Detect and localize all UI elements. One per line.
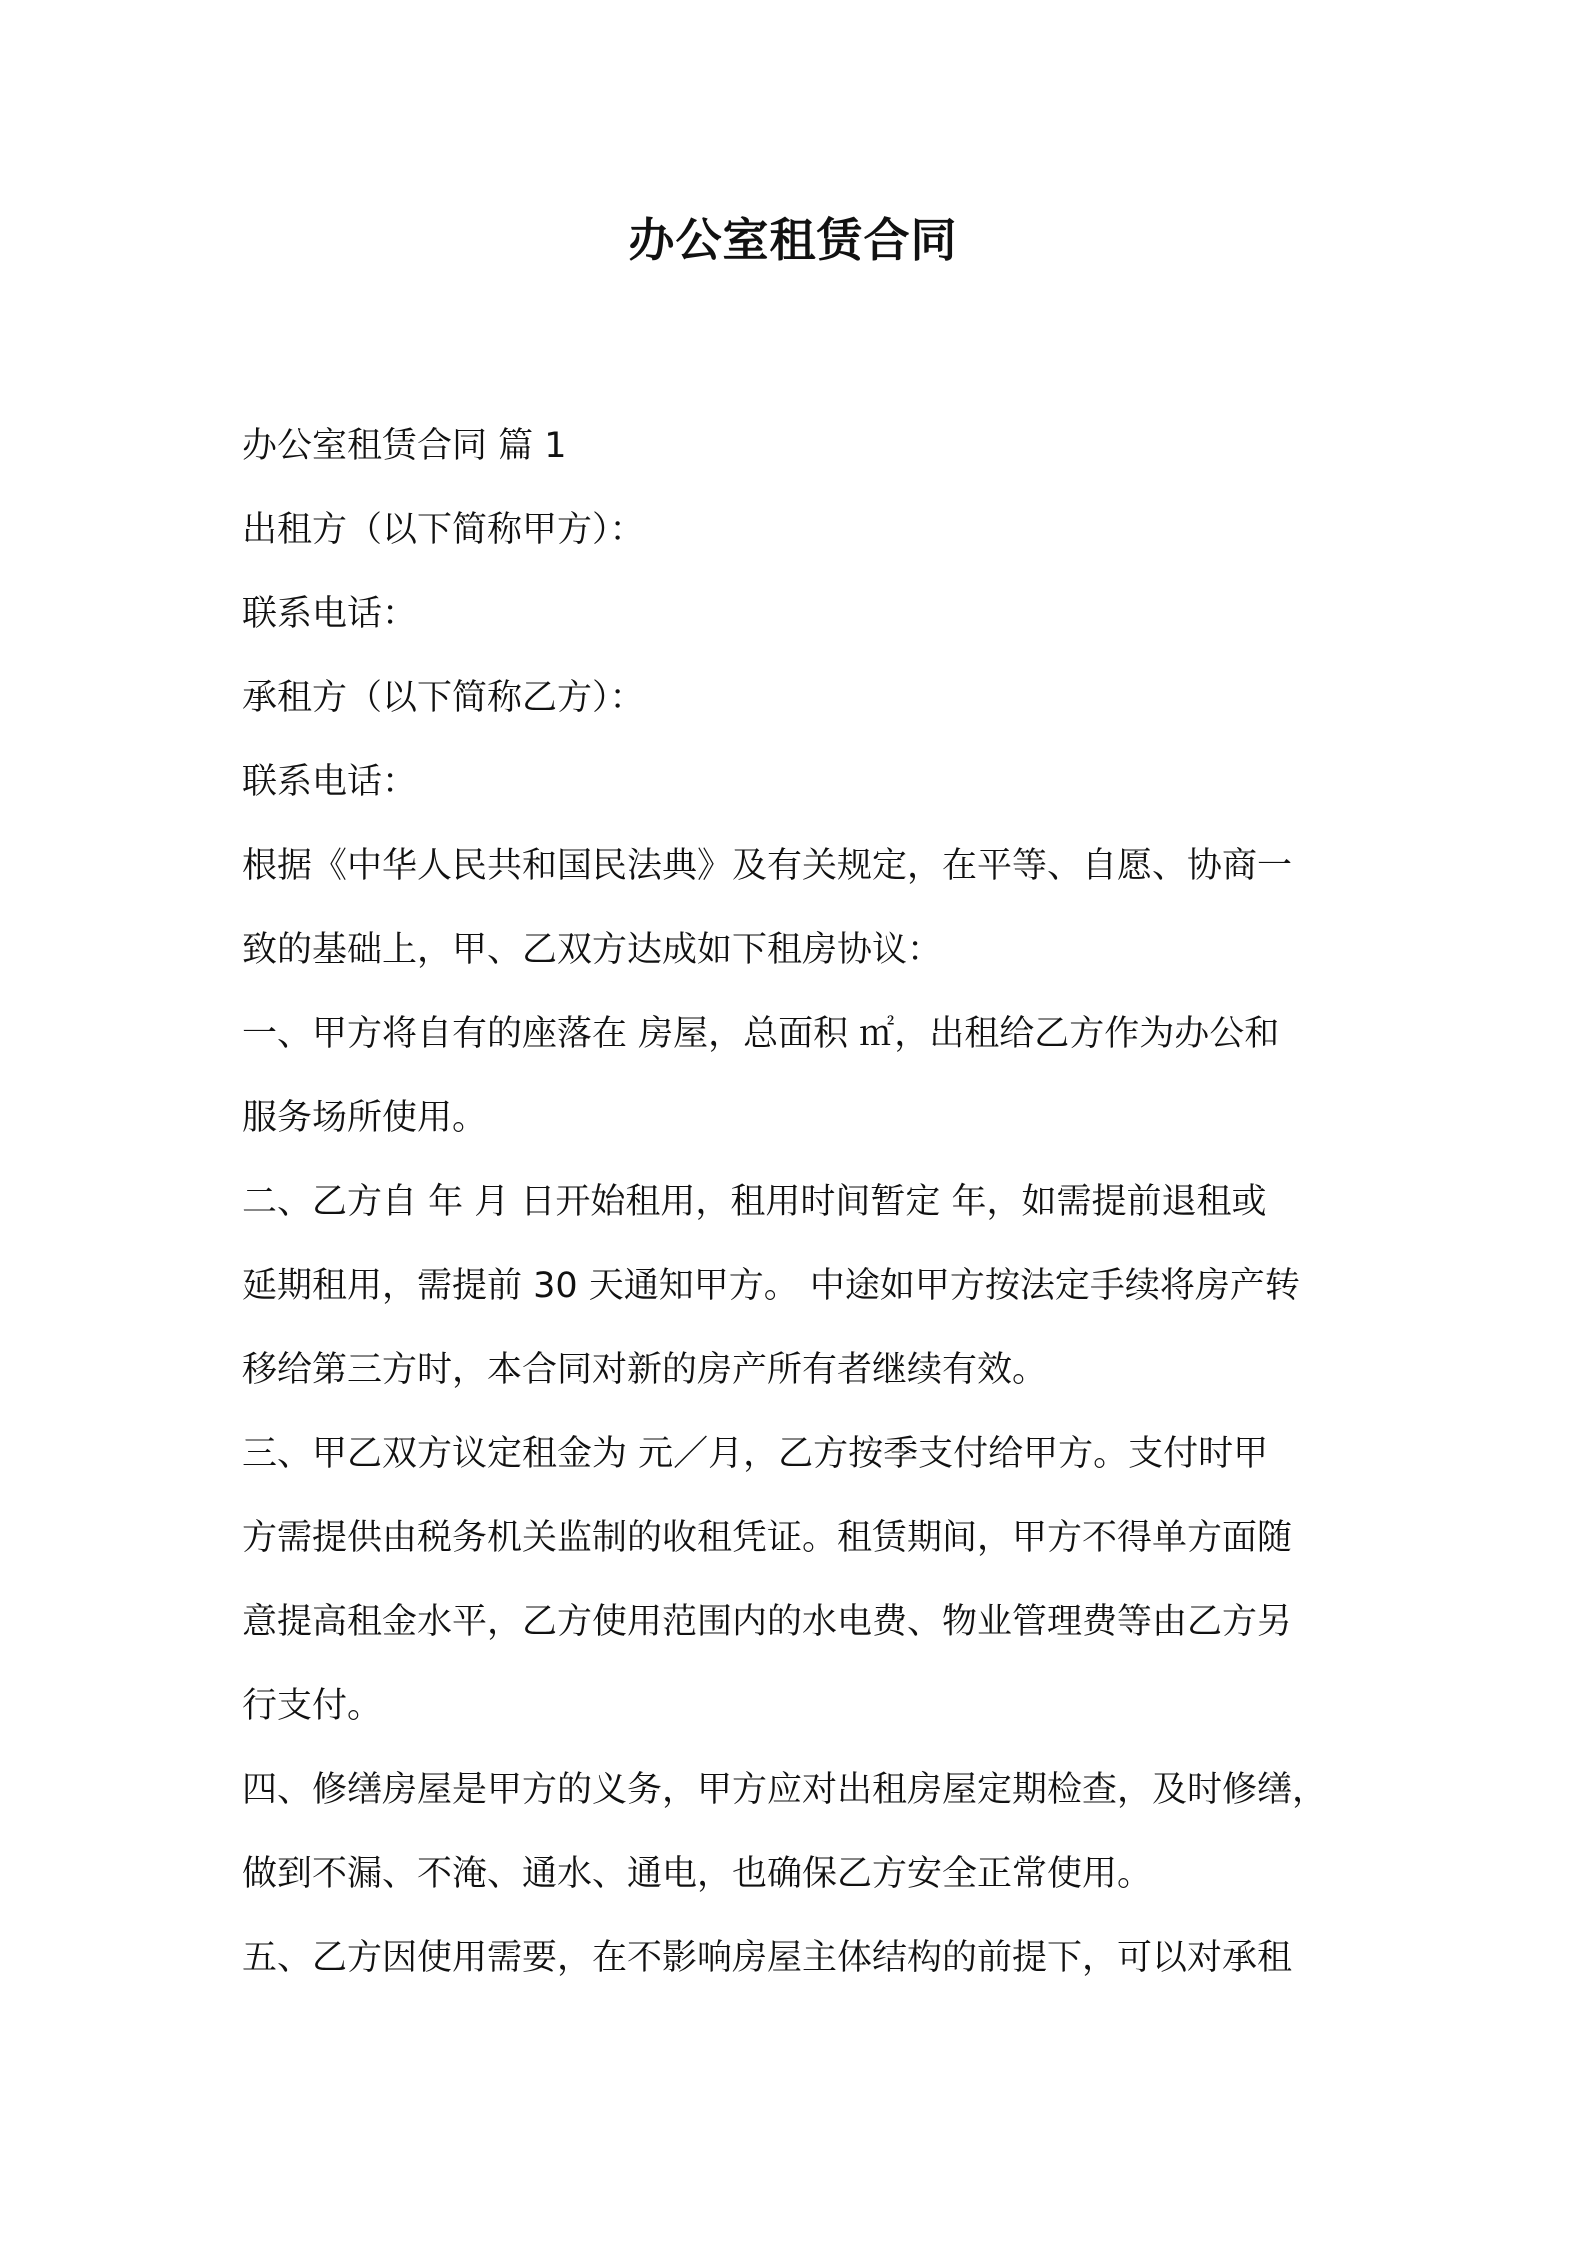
preamble-line: 根据《中华人民共和国民法典》及有关规定，在平等、自愿、协商一 [242, 846, 1293, 886]
lessee-phone-line: 联系电话： [242, 762, 418, 802]
clause-2-line: 二、乙方自 年 月 日开始租用，租用时间暂定 年，如需提前退租或 [242, 1182, 1267, 1222]
clause-4-line: 四、修缮房屋是甲方的义务，甲方应对出租房屋定期检查，及时修缮， [242, 1770, 1328, 1810]
preamble-line: 致的基础上，甲、乙双方达成如下租房协议： [242, 930, 943, 970]
lessor-line: 出租方（以下简称甲方）： [242, 510, 645, 550]
clause-1-line: 一、甲方将自有的座落在 房屋，总面积 ㎡，出租给乙方作为办公和 [242, 1014, 1280, 1054]
clause-2-line: 移给第三方时，本合同对新的房产所有者继续有效。 [242, 1350, 1048, 1390]
lessor-phone-line: 联系电话： [242, 594, 418, 634]
document-title: 办公室租赁合同 [628, 213, 958, 267]
document-body [242, 404, 1362, 2000]
clause-3-line: 意提高租金水平，乙方使用范围内的水电费、物业管理费等由乙方另 [242, 1602, 1293, 1642]
section-heading: 办公室租赁合同 篇 1 [242, 426, 567, 466]
clause-3-line: 三、甲乙双方议定租金为 元／月，乙方按季支付给甲方。支付时甲 [242, 1434, 1269, 1474]
clause-3-line: 行支付。 [242, 1686, 383, 1726]
clause-3-line: 方需提供由税务机关监制的收租凭证。租赁期间，甲方不得单方面随 [242, 1518, 1293, 1558]
lessee-line: 承租方（以下简称乙方）： [242, 678, 645, 718]
clause-4-line: 做到不漏、不淹、通水、通电，也确保乙方安全正常使用。 [242, 1854, 1153, 1894]
clause-5-line: 五、乙方因使用需要，在不影响房屋主体结构的前提下，可以对承租 [242, 1938, 1293, 1978]
clause-2-line: 延期租用，需提前 30 天通知甲方。 中途如甲方按法定手续将房产转 [242, 1266, 1300, 1306]
clause-1-line: 服务场所使用。 [242, 1098, 488, 1138]
